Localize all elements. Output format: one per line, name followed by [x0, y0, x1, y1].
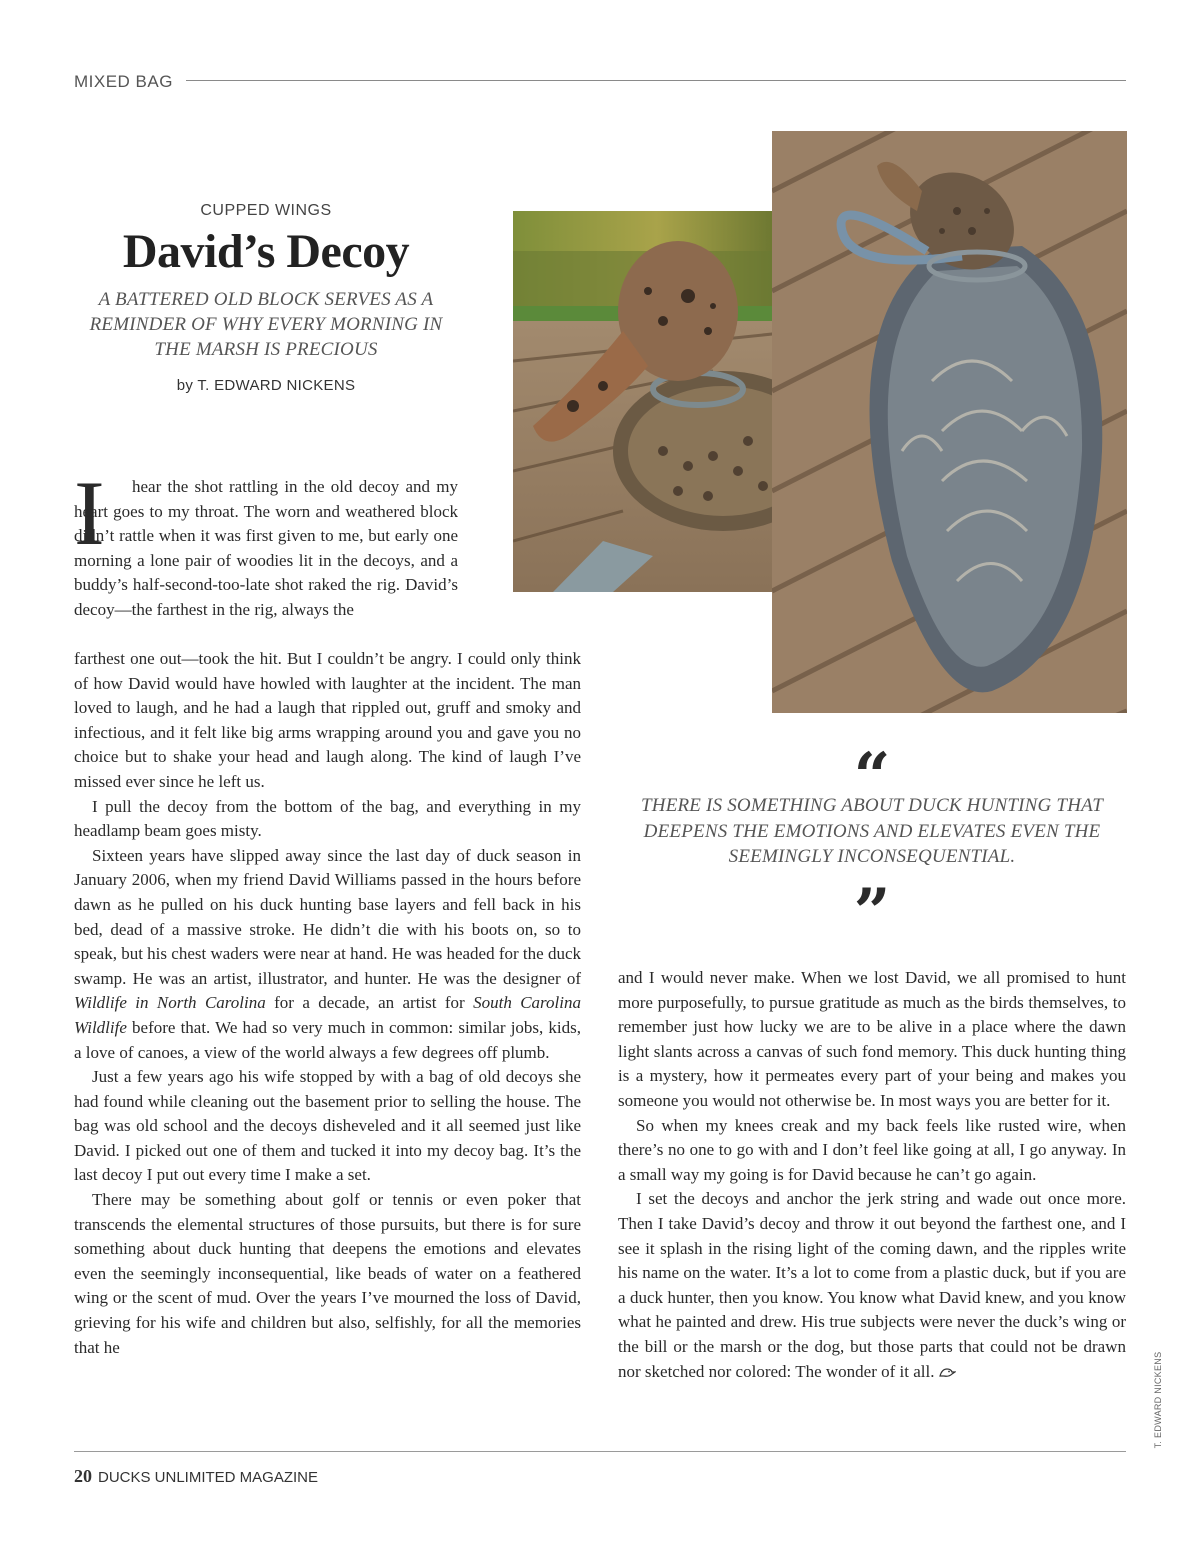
- article-column-left-top: [74, 475, 458, 623]
- photo-credit: T. EDWARD NICKENS: [1153, 1351, 1163, 1449]
- article-paragraph-3: [74, 844, 581, 1065]
- drop-cap: I: [74, 462, 105, 564]
- article-column-right: [618, 966, 1126, 1384]
- paragraph-3-text-c: before that. We had so very much in common: similar jobs, kids, a love of canoes, a view of the world always a few degrees off plumb.: [74, 1017, 581, 1062]
- section-label: MIXED BAG: [74, 72, 173, 91]
- publication-name: DUCKS UNLIMITED MAGAZINE: [98, 1469, 319, 1486]
- magazine-title-wildlife-in-nc: Wildlife in North Carolina: [74, 993, 266, 1013]
- article-paragraph-1-start: hear the shot rattling in the old decoy and my heart goes to my throat. The worn and weathered block didn’t rattle when it was first given to me, but early one morning a lone pair of woodies lit in the decoys, and a buddy’s half-second-too-late shot raked the rig. David’s decoy—the farthest in the rig, always the: [74, 477, 458, 619]
- article-paragraph-7: So when my knees creak and my back feels like rusted wire, when there’s no one to go with and I don’t feel like going at all, I go anyway. In a small way my going is for David because he can’t go again.: [618, 1115, 1126, 1184]
- page-number: 20: [74, 1466, 92, 1486]
- article-kicker: CUPPED WINGS: [200, 202, 332, 219]
- article-column-left: [74, 647, 581, 1360]
- article-paragraph-1-continued: farthest one out—took the hit. But I couldn’t be angry. I could only think of how David would have howled with laughter at the incident. The man loved to laugh, and he had a laugh that rippled out, gruff and smoky and infectious, and it felt like big arms wrapping around you and gave you no choice but to shake your head and laugh along. The kind of laugh I’ve missed ever since he left us.: [74, 649, 581, 791]
- header-rule: [186, 80, 1126, 81]
- article-paragraph-4: Just a few years ago his wife stopped by with a bag of old decoys she had found while cleaning out the basement prior to selling the house. The bag was old school and the decoys disheveled and it all seemed just like David. I picked out one of them and tucked it into my decoy bag. It’s the last decoy I put out every time I make a set.: [74, 1067, 581, 1185]
- paragraph-3-text-a: Sixteen years have slipped away since the last day of duck season in January 2006, when my friend David Williams passed in the hours before dawn as he pulled on his duck hunting base layers and fell back in his bed, dead of a massive stroke. He didn’t die with his boots on, so to speak, but his chest waders were near at hand. He was headed for the duck swamp. He was an artist, illustrator, and hunter. He was the designer of: [74, 845, 581, 988]
- article-paragraph-6: and I would never make. When we lost David, we all promised to hunt more purposefully, to pursue gratitude as much as the birds themselves, to remember just how lucky we are to be alive in a place where the dawn light slants across a canvas of such fond memory. This duck hunting thing is a mystery, how it permeates every part of your being and makes you someone you would not otherwise be. In most ways you are better for it.: [618, 968, 1126, 1110]
- article-byline: by T. EDWARD NICKENS: [176, 377, 356, 394]
- article-paragraph-2: I pull the decoy from the bottom of the bag, and everything in my headlamp beam goes misty.: [74, 796, 581, 841]
- article-paragraph-5: There may be something about golf or tennis or even poker that transcends the elemental structures of those pursuits, but there is for sure something about duck hunting that deepens the emotions and elevates even the seemingly inconsequential, like beads of water on a feathered wing or the scent of mud. Over the years I’ve mourned the loss of David, grieving for his wife and children but also, selfishly, for all the memories that he: [74, 1190, 581, 1357]
- article-title: David’s Decoy: [122, 225, 410, 278]
- paragraph-8-text: I set the decoys and anchor the jerk string and wade out once more. Then I take David’s decoy and throw it out beyond the farthest one, and I see it splash in the rising light of the coming dawn, and the ripples write his name on the water. It’s a lot to come from a plastic duck, but if you are a duck hunter, then you know. You know what David knew, and you know what he painted and drew. His true subjects were never the duck’s wing or the bill or the marsh or the dog, but those parts that could not be drawn nor sketched nor colored: The wonder of it all.: [618, 1189, 1126, 1381]
- article-deck: A BATTERED OLD BLOCK SERVES AS A REMINDER OF WHY EVERY MORNING IN THE MARSH IS PRECIOUS: [89, 289, 443, 360]
- duck-head-end-mark-icon: [938, 1366, 956, 1378]
- magazine-title-sc-wildlife: South Carolina Wildlife: [74, 993, 581, 1037]
- footer-rule: [74, 1451, 1126, 1452]
- pull-quote: THERE IS SOMETHING ABOUT DUCK HUNTING THAT DEEPENS THE EMOTIONS AND ELEVATES EVEN THE SEEMINGLY INCONSEQUENTIAL.: [641, 795, 1103, 867]
- decoy-closeup-photo: [513, 211, 801, 592]
- page-footer: [74, 1466, 318, 1487]
- article-paragraph-8: [618, 1187, 1126, 1384]
- close-quote-mark: ”: [853, 875, 891, 950]
- open-quote-mark: “: [853, 739, 891, 814]
- decoy-top-view-photo: [772, 131, 1127, 713]
- paragraph-3-text-b: for a decade, an artist for: [265, 993, 474, 1013]
